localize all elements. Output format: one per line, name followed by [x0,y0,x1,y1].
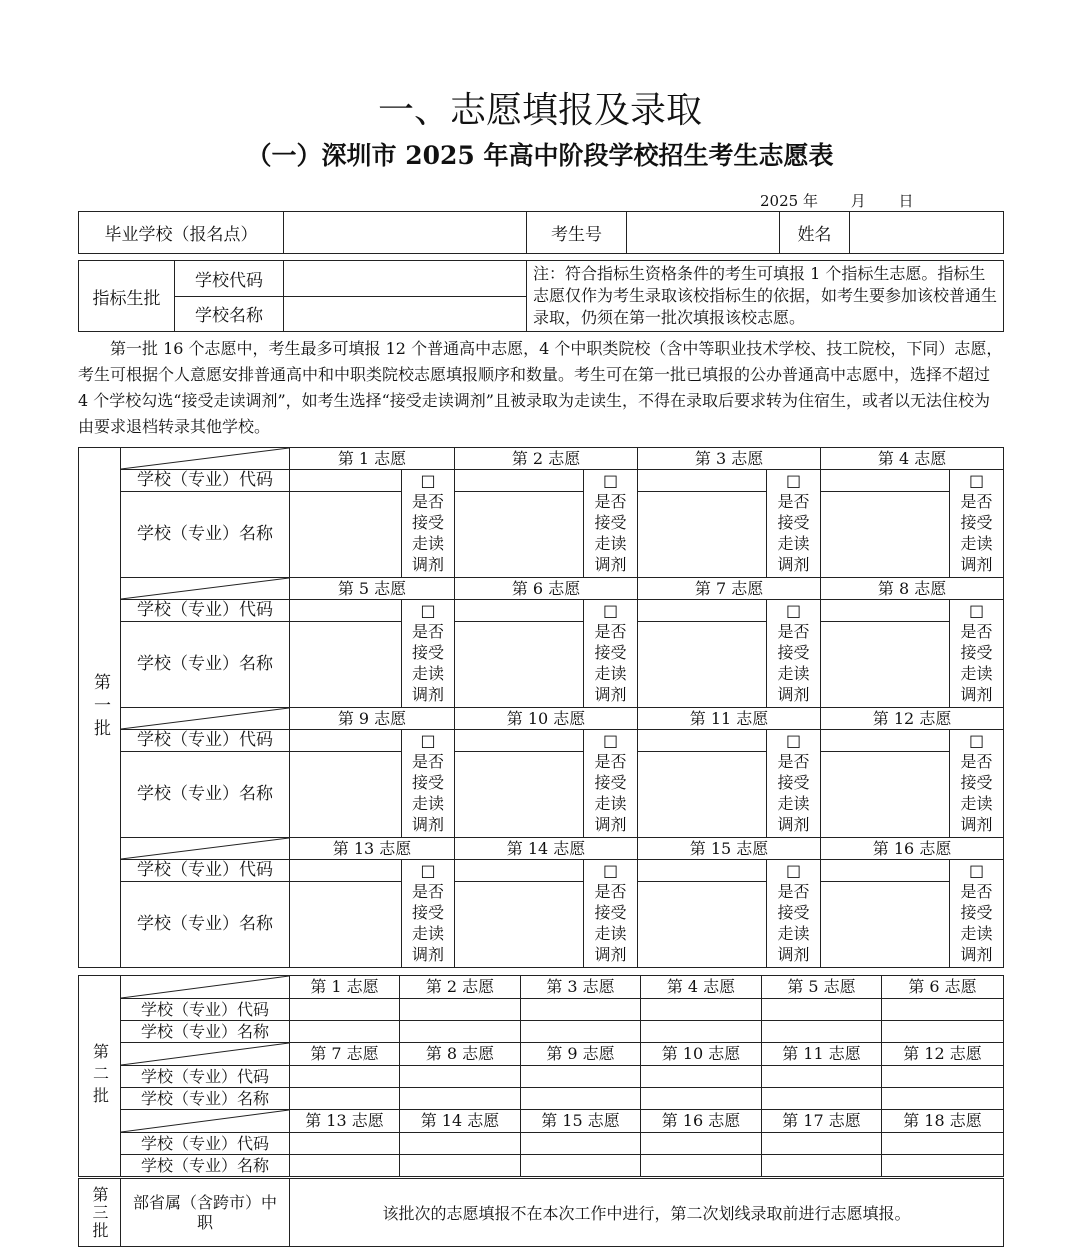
school-name-field[interactable] [400,1088,521,1110]
name-label: 学校（专业）名称 [121,752,290,838]
adjust-label-line: 接受 [960,643,993,662]
adjust-label-line: 调剂 [960,555,993,574]
name-label: 学校（专业）名称 [121,1088,290,1110]
school-name-field[interactable] [290,1021,400,1043]
batch1-choice-header: 第 10 志愿 [455,708,638,730]
school-name-field[interactable] [290,752,402,838]
batch2-choice-header: 第 6 志愿 [882,976,1004,999]
day-student-adjust-cell [767,860,821,968]
batch2-choice-header: 第 15 志愿 [521,1110,641,1133]
school-name-field[interactable] [762,1155,882,1177]
school-name-field[interactable] [762,1021,882,1043]
quota-code-label: 学校代码 [175,261,284,297]
batch2-table [78,975,1004,1177]
school-code-field[interactable] [455,860,584,882]
quota-table [78,260,1004,332]
adjust-label-line: 接受 [412,643,445,662]
school-code-field[interactable] [455,470,584,492]
school-name-field[interactable] [641,1088,762,1110]
adjust-label-line: 走读 [777,664,810,683]
quota-name-label: 学校名称 [175,296,284,332]
adjust-label-line: 走读 [594,664,627,683]
school-name-field[interactable] [882,1155,1004,1177]
adjust-checkbox[interactable]: □ [602,731,619,750]
diagonal-line [121,578,289,599]
batch1-choice-header: 第 7 志愿 [638,578,821,600]
instructions-paragraph [78,336,1003,440]
diagonal-line [121,1043,289,1065]
batch2-choice-header: 第 12 志愿 [882,1043,1004,1066]
school-code-field[interactable] [400,1066,521,1088]
adjust-label-line: 调剂 [777,815,810,834]
code-label: 学校（专业）代码 [121,600,290,622]
batch1-choice-header: 第 5 志愿 [290,578,455,600]
school-name-field[interactable] [821,622,950,708]
name-label: 学校（专业）名称 [121,1155,290,1177]
batch1-diagonal-header [121,708,290,730]
adjust-label-line: 调剂 [960,685,993,704]
school-code-field[interactable] [521,1066,641,1088]
adjust-checkbox[interactable]: □ [602,471,619,490]
adjust-label-line: 走读 [594,924,627,943]
adjust-label-line: 是否 [960,622,993,641]
quota-code-field[interactable] [284,261,527,297]
day-student-adjust-cell [950,600,1004,708]
adjust-checkbox[interactable]: □ [785,731,802,750]
student-info-table [78,211,1004,254]
school-code-field[interactable] [882,1133,1004,1155]
school-code-field[interactable] [882,1066,1004,1088]
school-name-field[interactable] [821,882,950,968]
adjust-label-line: 走读 [960,794,993,813]
diagonal-line [121,708,289,729]
adjust-label-line: 是否 [960,492,993,511]
school-code-field[interactable] [641,999,762,1021]
adjust-checkbox[interactable]: □ [968,471,985,490]
diagonal-line [121,976,289,998]
adjust-label-line: 走读 [594,534,627,553]
adjust-label-line: 接受 [412,773,445,792]
batch2-choice-header: 第 13 志愿 [290,1110,400,1133]
adjust-label-line: 接受 [412,903,445,922]
adjust-label-line: 是否 [412,622,445,641]
school-code-field[interactable] [762,1133,882,1155]
batch2-choice-header: 第 18 志愿 [882,1110,1004,1133]
batch1-choice-header: 第 15 志愿 [638,838,821,860]
adjust-label-line: 走读 [594,794,627,813]
adjust-label-line: 接受 [594,513,627,532]
adjust-label-line: 走读 [412,664,445,683]
adjust-label-line: 接受 [777,513,810,532]
batch1-choice-header: 第 1 志愿 [290,448,455,470]
school-code-field[interactable] [641,1066,762,1088]
school-name-field[interactable] [641,1021,762,1043]
day-student-adjust-cell [584,470,638,578]
batch2-choice-header: 第 8 志愿 [400,1043,521,1066]
adjust-label-line: 是否 [960,882,993,901]
batch2-choice-header: 第 7 志愿 [290,1043,400,1066]
school-name-field[interactable] [400,1021,521,1043]
name-label: 学校（专业）名称 [121,882,290,968]
date-year: 2025 年 [760,192,818,210]
name-label: 学校（专业）名称 [121,622,290,708]
quota-label: 指标生批 [79,261,175,332]
batch1-choice-header: 第 4 志愿 [821,448,1004,470]
batch1-choice-header: 第 13 志愿 [290,838,455,860]
school-code-field[interactable] [290,470,402,492]
school-code-field[interactable] [762,999,882,1021]
adjust-label-line: 调剂 [594,815,627,834]
adjust-label-line: 是否 [594,492,627,511]
school-name-field[interactable] [290,1088,400,1110]
adjust-label-line: 走读 [960,924,993,943]
adjust-checkbox[interactable]: □ [785,471,802,490]
batch2-diagonal-header [121,1043,290,1066]
day-student-adjust-cell [402,730,455,838]
batch3-table [78,1178,1004,1247]
date-day: 日 [898,192,914,210]
batch2-choice-header: 第 2 志愿 [400,976,521,999]
school-code-field[interactable] [290,860,402,882]
form-subtitle: （一）深圳市 2025 年高中阶段学校招生考生志愿表 [246,141,834,170]
diagonal-line [121,448,289,469]
adjust-label-line: 是否 [777,622,810,641]
school-code-field[interactable] [762,1066,882,1088]
school-name-field[interactable] [762,1088,882,1110]
adjust-label-line: 是否 [412,882,445,901]
school-code-field[interactable] [455,600,584,622]
school-name-field[interactable] [521,1088,641,1110]
name-label: 学校（专业）名称 [121,492,290,578]
school-code-field[interactable] [638,600,767,622]
batch2-choice-header: 第 10 志愿 [641,1043,762,1066]
batch2-choice-header: 第 17 志愿 [762,1110,882,1133]
school-name-field[interactable] [882,1088,1004,1110]
school-code-field[interactable] [521,999,641,1021]
adjust-label-line: 调剂 [594,555,627,574]
school-code-field[interactable] [290,1133,400,1155]
adjust-label-line: 走读 [412,534,445,553]
exam-no-label: 考生号 [527,212,627,254]
school-name-field[interactable] [290,882,402,968]
adjust-label-line: 调剂 [594,945,627,964]
date-month: 月 [850,192,866,210]
adjust-label-line: 接受 [777,773,810,792]
school-code-field[interactable] [821,730,950,752]
school-code-field[interactable] [641,1133,762,1155]
code-label: 学校（专业）代码 [121,860,290,882]
adjust-label-line: 接受 [594,643,627,662]
batch1-choice-header: 第 6 志愿 [455,578,638,600]
school-name-field[interactable] [821,492,950,578]
school-name-field[interactable] [455,752,584,838]
day-student-adjust-cell [402,470,455,578]
school-code-field[interactable] [638,860,767,882]
adjust-checkbox[interactable]: □ [420,601,436,620]
adjust-label-line: 走读 [777,794,810,813]
batch2-choice-header: 第 9 志愿 [521,1043,641,1066]
school-name-field[interactable] [290,1155,400,1177]
batch1-choice-header: 第 8 志愿 [821,578,1004,600]
school-name-field[interactable] [455,882,584,968]
school-code-field[interactable] [290,1066,400,1088]
school-code-field[interactable] [455,730,584,752]
adjust-label-line: 接受 [960,903,993,922]
adjust-label-line: 调剂 [777,945,810,964]
batch2-choice-header: 第 14 志愿 [400,1110,521,1133]
quota-note: 注：符合指标生资格条件的考生可填报 1 个指标生志愿。指标生志愿仅作为考生录取该校指标生的依据，如考生要参加该校普通生录取，仍须在第一批次填报该校志愿。 [527,261,1004,332]
day-student-adjust-cell [767,600,821,708]
batch1-choice-header: 第 14 志愿 [455,838,638,860]
adjust-checkbox[interactable]: □ [785,601,802,620]
adjust-label-line: 调剂 [594,685,627,704]
school-name-field[interactable] [290,492,402,578]
school-name-field[interactable] [638,492,767,578]
school-code-field[interactable] [638,470,767,492]
code-label: 学校（专业）代码 [121,1133,290,1155]
batch1-choice-header: 第 16 志愿 [821,838,1004,860]
adjust-checkbox[interactable]: □ [968,861,985,880]
batch2-diagonal-header [121,976,290,999]
batch3-category: 部省属（含跨市）中职 [121,1179,290,1247]
school-code-field[interactable] [290,600,402,622]
day-student-adjust-cell [402,860,455,968]
day-student-adjust-cell [950,730,1004,838]
adjust-label-line: 调剂 [412,685,445,704]
name-field[interactable] [850,212,1004,254]
school-name-field[interactable] [455,492,584,578]
instructions-text: 第一批 16 个志愿中，考生最多可填报 12 个普通高中志愿，4 个中职类院校（含中等职业技术学校、技工院校，下同）志愿，考生可根据个人意愿安排普通高中和中职类院校志愿填报顺序和数量。考生可在第一批已填报的公办普通高中志愿中，选择不超过 4 个学校勾选“接受走读调剂”，如考生选择“接受走读调剂”且被录取为走读生，不得在录取后要求转为住宿生，或者以无法住校为由要求退档转录其他学校。 [78,339,1003,436]
adjust-label-line: 调剂 [412,945,445,964]
day-student-adjust-cell [584,730,638,838]
batch1-choice-header: 第 9 志愿 [290,708,455,730]
adjust-label-line: 接受 [777,643,810,662]
date-line [760,190,920,211]
batch1-choice-header: 第 11 志愿 [638,708,821,730]
school-name-field[interactable] [641,1155,762,1177]
diagonal-line [121,838,289,859]
name-label: 学校（专业）名称 [121,1021,290,1043]
code-label: 学校（专业）代码 [121,1066,290,1088]
adjust-label-line: 走读 [412,794,445,813]
adjust-label-line: 调剂 [412,815,445,834]
school-name-field[interactable] [638,622,767,708]
adjust-label-line: 走读 [960,664,993,683]
school-name-field[interactable] [882,1021,1004,1043]
adjust-label-line: 调剂 [960,945,993,964]
school-code-field[interactable] [290,730,402,752]
batch2-choice-header: 第 5 志愿 [762,976,882,999]
batch1-table [78,447,1004,968]
school-name-field[interactable] [521,1155,641,1177]
adjust-label-line: 走读 [777,534,810,553]
day-student-adjust-cell [950,470,1004,578]
adjust-label-line: 调剂 [777,555,810,574]
adjust-label-line: 走读 [412,924,445,943]
school-code-field[interactable] [521,1133,641,1155]
adjust-checkbox[interactable]: □ [602,601,619,620]
adjust-label-line: 是否 [777,492,810,511]
batch1-label: 第一批 [79,448,121,968]
batch3-label: 第三批 [79,1179,121,1247]
school-field[interactable] [284,212,527,254]
day-student-adjust-cell [950,860,1004,968]
batch2-choice-header: 第 11 志愿 [762,1043,882,1066]
adjust-label-line: 是否 [777,882,810,901]
adjust-label-line: 接受 [594,903,627,922]
adjust-label-line: 是否 [412,752,445,771]
school-name-field[interactable] [638,882,767,968]
adjust-label-line: 走读 [777,924,810,943]
day-student-adjust-cell [767,470,821,578]
school-code-field[interactable] [821,860,950,882]
school-code-field[interactable] [400,1133,521,1155]
adjust-label-line: 走读 [960,534,993,553]
adjust-checkbox[interactable]: □ [602,861,619,880]
code-label: 学校（专业）代码 [121,730,290,752]
adjust-label-line: 接受 [960,513,993,532]
adjust-checkbox[interactable]: □ [420,471,436,490]
school-code-field[interactable] [821,470,950,492]
school-name-field[interactable] [821,752,950,838]
adjust-label-line: 接受 [777,903,810,922]
school-name-field[interactable] [290,622,402,708]
batch2-choice-header: 第 16 志愿 [641,1110,762,1133]
code-label: 学校（专业）代码 [121,470,290,492]
batch1-diagonal-header [121,838,290,860]
batch1-choice-header: 第 12 志愿 [821,708,1004,730]
exam-no-field[interactable] [627,212,780,254]
day-student-adjust-cell [584,860,638,968]
day-student-adjust-cell [584,600,638,708]
school-code-field[interactable] [821,600,950,622]
batch2-choice-header: 第 4 志愿 [641,976,762,999]
adjust-label-line: 调剂 [777,685,810,704]
school-name-field[interactable] [455,622,584,708]
batch2-diagonal-header [121,1110,290,1133]
adjust-label-line: 是否 [412,492,445,511]
school-name-field[interactable] [638,752,767,838]
school-name-field[interactable] [400,1155,521,1177]
school-code-field[interactable] [638,730,767,752]
school-code-field[interactable] [400,999,521,1021]
batch1-diagonal-header [121,448,290,470]
adjust-label-line: 是否 [594,882,627,901]
school-code-field[interactable] [290,999,400,1021]
day-student-adjust-cell [402,600,455,708]
batch3-note: 该批次的志愿填报不在本次工作中进行，第二次划线录取前进行志愿填报。 [290,1179,1004,1247]
adjust-label-line: 接受 [594,773,627,792]
adjust-checkbox[interactable]: □ [968,601,985,620]
batch1-choice-header: 第 2 志愿 [455,448,638,470]
quota-name-field[interactable] [284,296,527,332]
batch1-diagonal-header [121,578,290,600]
adjust-label-line: 是否 [777,752,810,771]
code-label: 学校（专业）代码 [121,999,290,1021]
adjust-label-line: 接受 [412,513,445,532]
adjust-label-line: 是否 [960,752,993,771]
batch2-label: 第二批 [79,976,121,1177]
school-name-field[interactable] [521,1021,641,1043]
adjust-label-line: 调剂 [960,815,993,834]
adjust-checkbox[interactable]: □ [420,861,436,880]
day-student-adjust-cell [767,730,821,838]
batch2-choice-header: 第 3 志愿 [521,976,641,999]
name-label: 姓名 [780,212,850,254]
adjust-label-line: 是否 [594,752,627,771]
diagonal-line [121,1110,289,1132]
adjust-checkbox[interactable]: □ [968,731,985,750]
batch2-choice-header: 第 1 志愿 [290,976,400,999]
adjust-label-line: 接受 [960,773,993,792]
school-label: 毕业学校（报名点） [79,212,284,254]
batch1-choice-header: 第 3 志愿 [638,448,821,470]
adjust-checkbox[interactable]: □ [420,731,436,750]
adjust-label-line: 调剂 [412,555,445,574]
adjust-label-line: 是否 [594,622,627,641]
page-title: 一、志愿填报及录取 [377,90,702,131]
school-code-field[interactable] [882,999,1004,1021]
adjust-checkbox[interactable]: □ [785,861,802,880]
